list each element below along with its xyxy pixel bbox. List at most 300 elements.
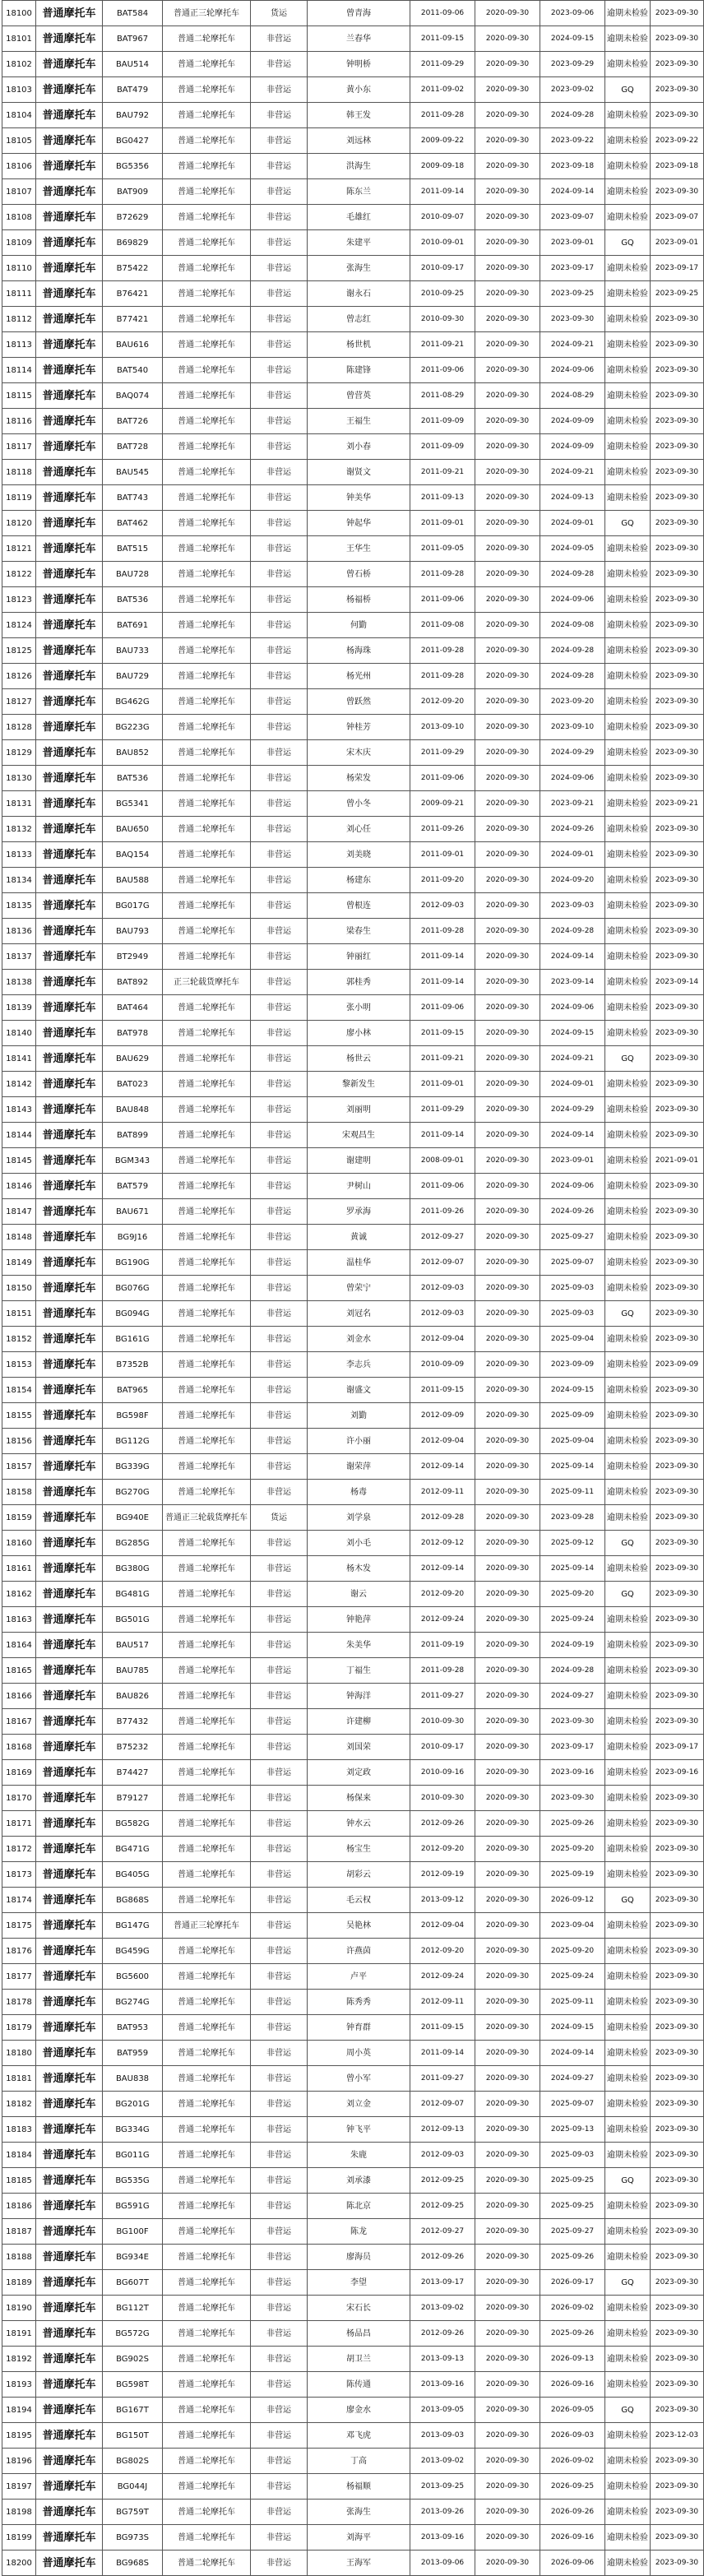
cell-plate: BG5356	[103, 154, 163, 179]
cell-use: 非营运	[251, 1352, 308, 1378]
cell-plate: BG0427	[103, 128, 163, 154]
cell-valid-until: 2020-09-30	[475, 1633, 540, 1658]
cell-plate: BG607T	[103, 2270, 163, 2296]
table-row	[2, 2500, 704, 2525]
cell-inspect-date: 2023-09-30	[651, 689, 704, 715]
cell-plate: BAT967	[103, 26, 163, 52]
cell-vehicle-kind: 普通二轮摩托车	[163, 1480, 251, 1505]
cell-id: 18168	[2, 1735, 36, 1760]
cell-valid-until: 2020-09-30	[475, 1531, 540, 1556]
cell-reg-date: 2013-09-05	[410, 2398, 475, 2423]
cell-inspect-date: 2023-09-30	[651, 332, 704, 358]
table-row	[2, 307, 704, 332]
cell-reg-date: 2011-09-29	[410, 1097, 475, 1123]
cell-use: 非营运	[251, 2296, 308, 2321]
cell-id: 18118	[2, 460, 36, 485]
cell-vehicle-type: 普通摩托车	[36, 230, 103, 256]
cell-reg-date: 2012-09-20	[410, 1939, 475, 1964]
cell-inspect-date: 2023-09-30	[651, 536, 704, 562]
cell-retire-date: 2025-09-27	[540, 1225, 605, 1250]
cell-owner: 杨宝生	[308, 1837, 410, 1862]
cell-plate: BG802S	[103, 2449, 163, 2474]
cell-retire-date: 2024-09-28	[540, 103, 605, 128]
cell-owner: 谢永石	[308, 281, 410, 307]
cell-owner: 曾小军	[308, 2066, 410, 2092]
cell-id: 18196	[2, 2449, 36, 2474]
cell-plate: BAT978	[103, 1021, 163, 1046]
cell-plate: BAT953	[103, 2015, 163, 2041]
cell-id: 18156	[2, 1429, 36, 1454]
cell-vehicle-type: 普通摩托车	[36, 1352, 103, 1378]
cell-id: 18183	[2, 2117, 36, 2143]
cell-use: 非营运	[251, 1480, 308, 1505]
cell-vehicle-kind: 普通二轮摩托车	[163, 154, 251, 179]
cell-vehicle-kind: 普通二轮摩托车	[163, 1862, 251, 1888]
cell-id: 18110	[2, 256, 36, 281]
cell-reg-date: 2012-09-04	[410, 1327, 475, 1352]
cell-owner: 钟丽红	[308, 944, 410, 970]
cell-valid-until: 2020-09-30	[475, 2168, 540, 2194]
cell-reg-date: 2012-09-04	[410, 1429, 475, 1454]
cell-plate: BAT462	[103, 511, 163, 536]
cell-id: 18152	[2, 1327, 36, 1352]
cell-plate: BAT959	[103, 2041, 163, 2066]
cell-reg-date: 2011-09-28	[410, 103, 475, 128]
cell-id: 18169	[2, 1760, 36, 1786]
cell-vehicle-type: 普通摩托车	[36, 2321, 103, 2347]
cell-status: 逾期未检验	[605, 1658, 651, 1684]
cell-reg-date: 2011-09-29	[410, 52, 475, 77]
table-row	[2, 1123, 704, 1148]
cell-inspect-date: 2023-09-30	[651, 2449, 704, 2474]
cell-id: 18175	[2, 1913, 36, 1939]
cell-retire-date: 2025-09-04	[540, 1429, 605, 1454]
cell-id: 18125	[2, 638, 36, 664]
cell-vehicle-kind: 普通二轮摩托车	[163, 1097, 251, 1123]
cell-vehicle-type: 普通摩托车	[36, 664, 103, 689]
cell-plate: BAU671	[103, 1199, 163, 1225]
table-row	[2, 1429, 704, 1454]
cell-retire-date: 2026-09-25	[540, 2474, 605, 2500]
cell-vehicle-kind: 普通二轮摩托车	[163, 1454, 251, 1480]
cell-vehicle-kind: 普通二轮摩托车	[163, 256, 251, 281]
cell-vehicle-kind: 普通二轮摩托车	[163, 26, 251, 52]
cell-inspect-date: 2023-09-30	[651, 868, 704, 893]
cell-inspect-date: 2023-09-17	[651, 1735, 704, 1760]
cell-plate: BG572G	[103, 2321, 163, 2347]
cell-valid-until: 2020-09-30	[475, 536, 540, 562]
cell-inspect-date: 2023-09-30	[651, 1964, 704, 1990]
cell-valid-until: 2020-09-30	[475, 1148, 540, 1174]
cell-retire-date: 2024-09-08	[540, 613, 605, 638]
cell-use: 非营运	[251, 587, 308, 613]
cell-reg-date: 2011-09-19	[410, 1633, 475, 1658]
cell-reg-date: 2011-09-20	[410, 868, 475, 893]
cell-status: 逾期未检验	[605, 1, 651, 26]
cell-valid-until: 2020-09-30	[475, 1811, 540, 1837]
cell-inspect-date: 2023-09-30	[651, 893, 704, 919]
cell-vehicle-kind: 普通二轮摩托车	[163, 2117, 251, 2143]
cell-status: 逾期未检验	[605, 1378, 651, 1403]
table-row	[2, 460, 704, 485]
cell-use: 非营运	[251, 1199, 308, 1225]
cell-retire-date: 2023-09-09	[540, 1352, 605, 1378]
vehicle-table-body	[2, 1, 704, 2576]
cell-id: 18150	[2, 1276, 36, 1301]
cell-id: 18158	[2, 1480, 36, 1505]
cell-vehicle-type: 普通摩托车	[36, 2296, 103, 2321]
cell-vehicle-kind: 普通二轮摩托车	[163, 2092, 251, 2117]
cell-use: 非营运	[251, 868, 308, 893]
cell-id: 18123	[2, 587, 36, 613]
cell-owner: 刘小毛	[308, 1531, 410, 1556]
cell-vehicle-kind: 普通二轮摩托车	[163, 1250, 251, 1276]
cell-valid-until: 2020-09-30	[475, 409, 540, 434]
cell-vehicle-type: 普通摩托车	[36, 2194, 103, 2219]
cell-valid-until: 2020-09-30	[475, 638, 540, 664]
table-row	[2, 1505, 704, 1531]
cell-plate: B77432	[103, 1709, 163, 1735]
table-row	[2, 740, 704, 766]
cell-vehicle-type: 普通摩托车	[36, 2041, 103, 2066]
cell-status: 逾期未检验	[605, 205, 651, 230]
cell-use: 非营运	[251, 562, 308, 587]
cell-retire-date: 2025-09-19	[540, 1862, 605, 1888]
cell-status: 逾期未检验	[605, 1964, 651, 1990]
cell-id: 18109	[2, 230, 36, 256]
cell-plate: BG5341	[103, 791, 163, 817]
cell-use: 非营运	[251, 919, 308, 944]
cell-id: 18116	[2, 409, 36, 434]
cell-inspect-date: 2023-09-30	[651, 1378, 704, 1403]
cell-owner: 曾荣宁	[308, 1276, 410, 1301]
cell-owner: 王福生	[308, 409, 410, 434]
table-row	[2, 154, 704, 179]
cell-retire-date: 2023-09-01	[540, 1148, 605, 1174]
cell-status: 逾期未检验	[605, 715, 651, 740]
cell-plate: BAT515	[103, 536, 163, 562]
cell-plate: BAT726	[103, 409, 163, 434]
table-row	[2, 2219, 704, 2245]
cell-plate: BAT579	[103, 1174, 163, 1199]
cell-use: 非营运	[251, 179, 308, 205]
cell-vehicle-kind: 普通二轮摩托车	[163, 1327, 251, 1352]
cell-inspect-date: 2023-09-30	[651, 587, 704, 613]
cell-reg-date: 2012-09-26	[410, 2245, 475, 2270]
cell-valid-until: 2020-09-30	[475, 1174, 540, 1199]
cell-id: 18170	[2, 1786, 36, 1811]
cell-vehicle-kind: 普通二轮摩托车	[163, 511, 251, 536]
cell-retire-date: 2024-09-20	[540, 868, 605, 893]
cell-status: 逾期未检验	[605, 2117, 651, 2143]
cell-vehicle-type: 普通摩托车	[36, 332, 103, 358]
cell-owner: 刘冠名	[308, 1301, 410, 1327]
cell-use: 非营运	[251, 1862, 308, 1888]
cell-retire-date: 2025-09-24	[540, 1607, 605, 1633]
table-row	[2, 817, 704, 842]
cell-id: 18200	[2, 2551, 36, 2576]
cell-plate: BAU793	[103, 919, 163, 944]
cell-owner: 杨荣发	[308, 766, 410, 791]
cell-vehicle-kind: 普通二轮摩托车	[163, 1556, 251, 1582]
cell-status: GQ	[605, 511, 651, 536]
cell-vehicle-type: 普通摩托车	[36, 1607, 103, 1633]
cell-owner: 钟桂芳	[308, 715, 410, 740]
cell-inspect-date: 2023-09-30	[651, 26, 704, 52]
cell-inspect-date: 2023-09-30	[651, 1658, 704, 1684]
cell-vehicle-kind: 普通二轮摩托车	[163, 358, 251, 383]
table-row	[2, 1021, 704, 1046]
cell-use: 非营运	[251, 358, 308, 383]
cell-vehicle-type: 普通摩托车	[36, 1, 103, 26]
cell-retire-date: 2024-09-28	[540, 919, 605, 944]
table-row	[2, 536, 704, 562]
cell-inspect-date: 2023-09-30	[651, 1327, 704, 1352]
cell-owner: 李望	[308, 2270, 410, 2296]
cell-inspect-date: 2023-09-09	[651, 1352, 704, 1378]
cell-use: 非营运	[251, 409, 308, 434]
cell-owner: 杨海珠	[308, 638, 410, 664]
cell-use: 非营运	[251, 1582, 308, 1607]
cell-plate: BG5600	[103, 1964, 163, 1990]
cell-owner: 朱建平	[308, 230, 410, 256]
cell-reg-date: 2011-09-06	[410, 766, 475, 791]
cell-retire-date: 2023-09-20	[540, 689, 605, 715]
cell-id: 18147	[2, 1199, 36, 1225]
cell-inspect-date: 2023-09-30	[651, 2092, 704, 2117]
cell-inspect-date: 2023-09-30	[651, 1607, 704, 1633]
cell-valid-until: 2020-09-30	[475, 1046, 540, 1072]
cell-vehicle-kind: 普通二轮摩托车	[163, 1786, 251, 1811]
cell-id: 18163	[2, 1607, 36, 1633]
cell-reg-date: 2011-08-29	[410, 383, 475, 409]
cell-owner: 王海军	[308, 2551, 410, 2576]
cell-owner: 钟美华	[308, 485, 410, 511]
cell-use: 非营运	[251, 1760, 308, 1786]
cell-retire-date: 2024-09-14	[540, 179, 605, 205]
cell-plate: BG471G	[103, 1837, 163, 1862]
cell-vehicle-type: 普通摩托车	[36, 1582, 103, 1607]
cell-id: 18179	[2, 2015, 36, 2041]
cell-vehicle-type: 普通摩托车	[36, 409, 103, 434]
cell-vehicle-kind: 普通二轮摩托车	[163, 791, 251, 817]
cell-vehicle-type: 普通摩托车	[36, 307, 103, 332]
table-row	[2, 2449, 704, 2474]
cell-status: 逾期未检验	[605, 332, 651, 358]
cell-retire-date: 2025-09-12	[540, 1531, 605, 1556]
cell-id: 18171	[2, 1811, 36, 1837]
cell-use: 非营运	[251, 52, 308, 77]
cell-owner: 钟起华	[308, 511, 410, 536]
cell-reg-date: 2011-09-01	[410, 842, 475, 868]
cell-use: 非营运	[251, 1072, 308, 1097]
cell-inspect-date: 2023-09-30	[651, 995, 704, 1021]
cell-id: 18167	[2, 1709, 36, 1735]
cell-valid-until: 2020-09-30	[475, 52, 540, 77]
cell-owner: 宋观昌生	[308, 1123, 410, 1148]
table-row	[2, 511, 704, 536]
cell-owner: 卢平	[308, 1964, 410, 1990]
table-row	[2, 1837, 704, 1862]
cell-valid-until: 2020-09-30	[475, 307, 540, 332]
table-row	[2, 2168, 704, 2194]
cell-use: 非营运	[251, 1301, 308, 1327]
cell-use: 非营运	[251, 26, 308, 52]
cell-plate: BAU838	[103, 2066, 163, 2092]
cell-retire-date: 2023-09-28	[540, 1505, 605, 1531]
table-row	[2, 383, 704, 409]
cell-vehicle-type: 普通摩托车	[36, 52, 103, 77]
cell-reg-date: 2011-09-28	[410, 664, 475, 689]
cell-use: 非营运	[251, 2372, 308, 2398]
cell-owner: 罗承海	[308, 1199, 410, 1225]
cell-retire-date: 2024-09-21	[540, 460, 605, 485]
cell-valid-until: 2020-09-30	[475, 1582, 540, 1607]
cell-retire-date: 2024-09-21	[540, 1046, 605, 1072]
cell-vehicle-kind: 普通二轮摩托车	[163, 1199, 251, 1225]
table-row	[2, 1990, 704, 2015]
cell-vehicle-kind: 普通二轮摩托车	[163, 281, 251, 307]
table-row	[2, 103, 704, 128]
cell-vehicle-type: 普通摩托车	[36, 2398, 103, 2423]
cell-id: 18117	[2, 434, 36, 460]
cell-id: 18166	[2, 1684, 36, 1709]
cell-id: 18141	[2, 1046, 36, 1072]
cell-reg-date: 2012-09-25	[410, 2194, 475, 2219]
cell-reg-date: 2011-09-15	[410, 1021, 475, 1046]
cell-owner: 廖金水	[308, 2398, 410, 2423]
cell-vehicle-type: 普通摩托车	[36, 1327, 103, 1352]
table-row	[2, 1582, 704, 1607]
cell-use: 非营运	[251, 1046, 308, 1072]
cell-inspect-date: 2023-09-17	[651, 256, 704, 281]
cell-valid-until: 2020-09-30	[475, 1990, 540, 2015]
cell-status: GQ	[605, 1531, 651, 1556]
table-row	[2, 332, 704, 358]
cell-plate: BAT479	[103, 77, 163, 103]
cell-valid-until: 2020-09-30	[475, 281, 540, 307]
table-row	[2, 1939, 704, 1964]
cell-status: 逾期未检验	[605, 460, 651, 485]
cell-plate: BAT536	[103, 766, 163, 791]
cell-owner: 韩王发	[308, 103, 410, 128]
cell-vehicle-type: 普通摩托车	[36, 715, 103, 740]
cell-vehicle-kind: 普通二轮摩托车	[163, 1735, 251, 1760]
cell-valid-until: 2020-09-30	[475, 2551, 540, 2576]
cell-plate: BG076G	[103, 1276, 163, 1301]
cell-vehicle-kind: 普通二轮摩托车	[163, 485, 251, 511]
cell-inspect-date: 2023-09-30	[651, 2245, 704, 2270]
cell-status: 逾期未检验	[605, 1250, 651, 1276]
cell-use: 非营运	[251, 1888, 308, 1913]
cell-valid-until: 2020-09-30	[475, 2321, 540, 2347]
cell-use: 非营运	[251, 485, 308, 511]
cell-plate: BG011G	[103, 2143, 163, 2168]
cell-retire-date: 2026-09-02	[540, 2296, 605, 2321]
table-row	[2, 1072, 704, 1097]
cell-owner: 钟明桥	[308, 52, 410, 77]
cell-inspect-date: 2023-09-30	[651, 2015, 704, 2041]
cell-owner: 刘勤	[308, 1403, 410, 1429]
cell-valid-until: 2020-09-30	[475, 2015, 540, 2041]
cell-use: 非营运	[251, 205, 308, 230]
cell-status: 逾期未检验	[605, 1403, 651, 1429]
cell-inspect-date: 2023-09-30	[651, 1862, 704, 1888]
cell-inspect-date: 2023-09-18	[651, 154, 704, 179]
cell-valid-until: 2020-09-30	[475, 1862, 540, 1888]
cell-owner: 廖海员	[308, 2245, 410, 2270]
cell-vehicle-type: 普通摩托车	[36, 2092, 103, 2117]
cell-vehicle-type: 普通摩托车	[36, 103, 103, 128]
cell-id: 18128	[2, 715, 36, 740]
table-row	[2, 2270, 704, 2296]
cell-vehicle-type: 普通摩托车	[36, 766, 103, 791]
cell-use: 非营运	[251, 1913, 308, 1939]
cell-reg-date: 2010-09-01	[410, 230, 475, 256]
cell-owner: 杨建东	[308, 868, 410, 893]
cell-valid-until: 2020-09-30	[475, 1123, 540, 1148]
table-row	[2, 893, 704, 919]
cell-use: 非营运	[251, 613, 308, 638]
cell-retire-date: 2024-09-13	[540, 485, 605, 511]
cell-plate: B72629	[103, 205, 163, 230]
cell-id: 18198	[2, 2500, 36, 2525]
table-row	[2, 2474, 704, 2500]
cell-plate: BAT728	[103, 434, 163, 460]
cell-id: 18194	[2, 2398, 36, 2423]
cell-valid-until: 2020-09-30	[475, 613, 540, 638]
cell-vehicle-type: 普通摩托车	[36, 1658, 103, 1684]
table-row	[2, 2041, 704, 2066]
cell-valid-until: 2020-09-30	[475, 1760, 540, 1786]
cell-retire-date: 2025-09-11	[540, 1480, 605, 1505]
cell-id: 18153	[2, 1352, 36, 1378]
cell-vehicle-type: 普通摩托车	[36, 2474, 103, 2500]
cell-id: 18134	[2, 868, 36, 893]
table-row	[2, 2423, 704, 2449]
cell-owner: 曾根连	[308, 893, 410, 919]
cell-valid-until: 2020-09-30	[475, 944, 540, 970]
cell-use: 非营运	[251, 536, 308, 562]
cell-plate: BG868S	[103, 1888, 163, 1913]
cell-status: 逾期未检验	[605, 2041, 651, 2066]
table-row	[2, 1097, 704, 1123]
cell-retire-date: 2023-09-18	[540, 154, 605, 179]
cell-status: 逾期未检验	[605, 2194, 651, 2219]
cell-inspect-date: 2023-09-30	[651, 1072, 704, 1097]
cell-retire-date: 2026-09-16	[540, 2525, 605, 2551]
cell-retire-date: 2024-09-01	[540, 842, 605, 868]
cell-reg-date: 2009-09-22	[410, 128, 475, 154]
cell-vehicle-kind: 普通二轮摩托车	[163, 1633, 251, 1658]
cell-status: 逾期未检验	[605, 1276, 651, 1301]
cell-vehicle-type: 普通摩托车	[36, 2219, 103, 2245]
cell-use: 非营运	[251, 332, 308, 358]
cell-id: 18129	[2, 740, 36, 766]
cell-reg-date: 2011-09-14	[410, 2041, 475, 2066]
cell-inspect-date: 2023-09-30	[651, 766, 704, 791]
cell-use: 非营运	[251, 1964, 308, 1990]
cell-inspect-date: 2023-09-30	[651, 562, 704, 587]
cell-valid-until: 2020-09-30	[475, 1658, 540, 1684]
cell-valid-until: 2020-09-30	[475, 179, 540, 205]
cell-reg-date: 2013-09-16	[410, 2525, 475, 2551]
cell-valid-until: 2020-09-30	[475, 1021, 540, 1046]
table-row	[2, 995, 704, 1021]
cell-vehicle-type: 普通摩托车	[36, 1225, 103, 1250]
cell-vehicle-kind: 普通二轮摩托车	[163, 1123, 251, 1148]
cell-retire-date: 2023-09-04	[540, 1913, 605, 1939]
